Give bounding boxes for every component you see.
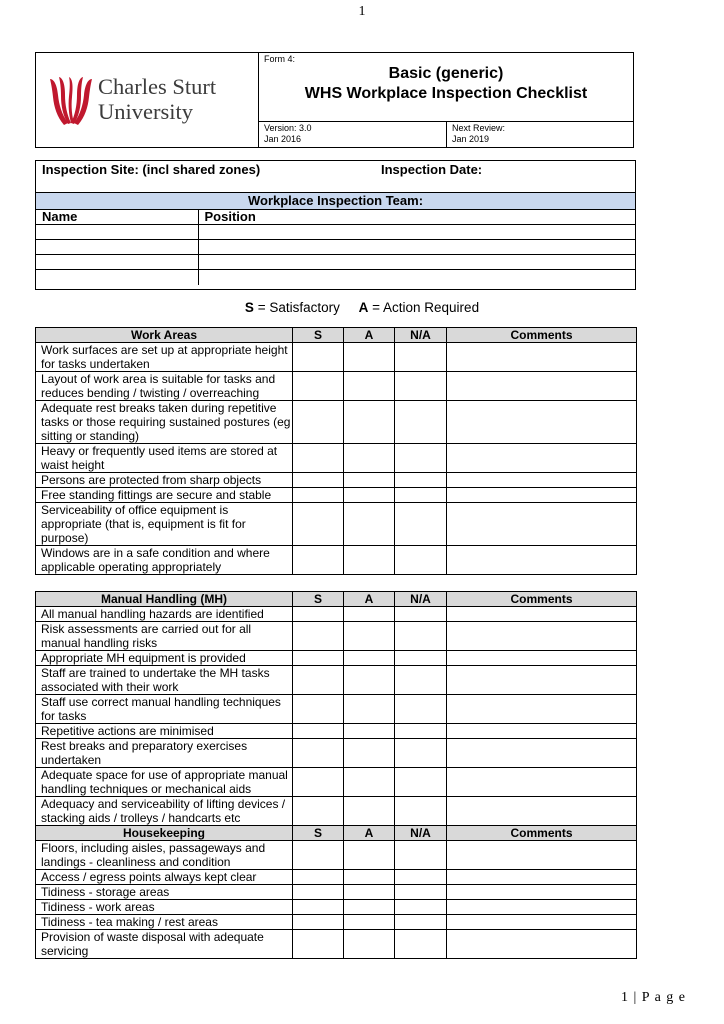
column-na: N/A [395,826,447,841]
na-cell[interactable] [395,768,447,797]
checklist-item: Rest breaks and preparatory exercises undertaken [36,739,293,768]
checklist-item: Persons are protected from sharp objects [36,473,293,488]
comments-cell[interactable] [447,724,637,739]
table-header-row [36,592,637,607]
checklist-item: Appropriate MH equipment is provided [36,651,293,666]
comments-cell[interactable] [447,343,637,372]
a-cell[interactable] [344,739,395,768]
team-position-header: Position [204,209,256,224]
s-cell[interactable] [293,768,344,797]
comments-cell[interactable] [447,666,637,695]
manual-handling-table [35,591,637,959]
comments-cell[interactable] [447,768,637,797]
checklist-item: Windows are in a safe condition and where applicable operating appropriately [36,546,293,575]
checklist-row [36,372,637,401]
checklist-item: Provision of waste disposal with adequate servicing [36,930,293,959]
comments-cell[interactable] [447,885,637,900]
column-a: A [344,328,395,343]
work-areas-table [35,327,637,575]
s-cell[interactable] [293,473,344,488]
header-column-divider [446,121,447,147]
comments-cell[interactable] [447,695,637,724]
na-cell[interactable] [395,607,447,622]
version-info [264,123,312,145]
na-cell[interactable] [395,870,447,885]
s-cell[interactable] [293,401,344,444]
column-comments: Comments [447,592,637,607]
a-cell[interactable] [344,841,395,870]
version-label: Version: 3.0 [264,123,312,133]
checklist-row [36,622,637,651]
a-cell[interactable] [344,444,395,473]
checklist-row [36,444,637,473]
logo-line-2: University [98,99,193,124]
a-cell[interactable] [344,607,395,622]
a-cell[interactable] [344,546,395,575]
checklist-item: Staff use correct manual handling techniques for tasks [36,695,293,724]
column-a: A [344,826,395,841]
checklist-row [36,768,637,797]
comments-cell[interactable] [447,930,637,959]
review-label: Next Review: [452,123,506,133]
a-cell[interactable] [344,797,395,826]
comments-cell[interactable] [447,739,637,768]
s-cell[interactable] [293,343,344,372]
comments-cell[interactable] [447,841,637,870]
title-line-1: Basic (generic) [388,65,504,82]
logo-wordmark [98,74,216,124]
checklist-item: Repetitive actions are minimised [36,724,293,739]
a-cell[interactable] [344,724,395,739]
na-cell[interactable] [395,695,447,724]
legend-a-key: A [358,300,369,315]
page-number-top: 1 [358,4,366,19]
review-date: Jan 2019 [452,134,490,144]
s-cell[interactable] [293,724,344,739]
checklist-row [36,797,637,826]
inspection-team-heading: Workplace Inspection Team: [36,192,635,210]
a-cell[interactable] [344,666,395,695]
comments-cell[interactable] [447,651,637,666]
s-cell[interactable] [293,651,344,666]
column-s: S [293,826,344,841]
column-s: S [293,328,344,343]
checklist-row [36,930,637,959]
inspection-info-box [35,160,636,290]
a-cell[interactable] [344,503,395,546]
na-cell[interactable] [395,503,447,546]
s-cell[interactable] [293,930,344,959]
a-cell[interactable] [344,651,395,666]
checklist-row [36,651,637,666]
na-cell[interactable] [395,915,447,930]
a-cell[interactable] [344,401,395,444]
column-s: S [293,592,344,607]
checklist-row [36,724,637,739]
checklist-row [36,885,637,900]
table-header-row [36,826,637,841]
version-date: Jan 2016 [264,134,302,144]
legend-s-key: S [244,300,254,315]
s-cell[interactable] [293,797,344,826]
a-cell[interactable] [344,915,395,930]
a-cell[interactable] [344,870,395,885]
university-logo-icon [48,75,94,127]
checklist-item: Tidiness - tea making / rest areas [36,915,293,930]
legend-a-text: = Action Required [368,300,480,315]
comments-cell[interactable] [447,488,637,503]
a-cell[interactable] [344,885,395,900]
a-cell[interactable] [344,372,395,401]
comments-cell[interactable] [447,503,637,546]
a-cell[interactable] [344,622,395,651]
checklist-item: Staff are trained to undertake the MH tasks associated with their work [36,666,293,695]
comments-cell[interactable] [447,401,637,444]
checklist-row [36,488,637,503]
checklist-row [36,546,637,575]
s-cell[interactable] [293,488,344,503]
s-cell[interactable] [293,870,344,885]
na-cell[interactable] [395,724,447,739]
title-line-2: WHS Workplace Inspection Checklist [304,85,588,102]
team-position-cell[interactable] [198,255,635,270]
na-cell[interactable] [395,797,447,826]
checklist-item: Tidiness - storage areas [36,885,293,900]
checklist-row [36,343,637,372]
s-cell[interactable] [293,622,344,651]
checklist-item: All manual handling hazards are identified [36,607,293,622]
inspection-date-label: Inspection Date: [381,162,483,177]
na-cell[interactable] [395,372,447,401]
na-cell[interactable] [395,651,447,666]
na-cell[interactable] [395,900,447,915]
comments-cell[interactable] [447,444,637,473]
checklist-row [36,915,637,930]
checklist-row [36,900,637,915]
column-na: N/A [395,592,447,607]
column-comments: Comments [447,826,637,841]
comments-cell[interactable] [447,915,637,930]
comments-cell[interactable] [447,546,637,575]
a-cell[interactable] [344,473,395,488]
s-cell[interactable] [293,841,344,870]
checklist-row [36,607,637,622]
na-cell[interactable] [395,739,447,768]
checklist-item: Tidiness - work areas [36,900,293,915]
na-cell[interactable] [395,930,447,959]
team-name-cell[interactable] [36,240,198,255]
logo-line-1: Charles Sturt [98,74,217,99]
na-cell[interactable] [395,488,447,503]
comments-cell[interactable] [447,607,637,622]
s-cell[interactable] [293,666,344,695]
checklist-item: Adequate rest breaks taken during repetitive tasks or those requiring sustained postures (eg sitting or standing) [36,401,293,444]
form-header [35,52,634,148]
na-cell[interactable] [395,622,447,651]
checklist-row [36,473,637,488]
logo-cell [36,53,259,147]
s-cell[interactable] [293,546,344,575]
a-cell[interactable] [344,488,395,503]
team-name-cell[interactable] [36,255,198,270]
checklist-item: Free standing fittings are secure and stable [36,488,293,503]
form-number: Form 4: [264,54,296,64]
checklist-item: Adequacy and serviceability of lifting devices / stacking aids / trolleys / handcarts etc [36,797,293,826]
table-header-row [36,328,637,343]
na-cell[interactable] [395,444,447,473]
a-cell[interactable] [344,930,395,959]
comments-cell[interactable] [447,900,637,915]
column-comments: Comments [447,328,637,343]
s-cell[interactable] [293,915,344,930]
na-cell[interactable] [395,546,447,575]
s-cell[interactable] [293,503,344,546]
section-title: Housekeeping [36,826,293,841]
s-cell[interactable] [293,885,344,900]
s-cell[interactable] [293,372,344,401]
checklist-row [36,666,637,695]
na-cell[interactable] [395,885,447,900]
team-position-cell[interactable] [198,270,635,285]
legend-s-text: = Satisfactory [253,300,340,315]
comments-cell[interactable] [447,870,637,885]
team-table [36,209,635,285]
comments-cell[interactable] [447,622,637,651]
checklist-row [36,503,637,546]
column-na: N/A [395,328,447,343]
comments-cell[interactable] [447,473,637,488]
comments-cell[interactable] [447,372,637,401]
checklist-row [36,695,637,724]
checklist-item: Floors, including aisles, passageways and landings - cleanliness and condition [36,841,293,870]
na-cell[interactable] [395,343,447,372]
checklist-item: Risk assessments are carried out for all manual handling risks [36,622,293,651]
checklist-item: Layout of work area is suitable for tasks and reduces bending / twisting / overreaching [36,372,293,401]
checklist-row [36,841,637,870]
column-a: A [344,592,395,607]
a-cell[interactable] [344,900,395,915]
checklist-item: Adequate space for use of appropriate manual handling techniques or mechanical aids [36,768,293,797]
s-cell[interactable] [293,739,344,768]
comments-cell[interactable] [447,797,637,826]
a-cell[interactable] [344,695,395,724]
na-cell[interactable] [395,401,447,444]
team-name-header: Name [36,209,198,225]
na-cell[interactable] [395,841,447,870]
checklist-item: Heavy or frequently used items are stored at waist height [36,444,293,473]
team-name-cell[interactable] [36,270,198,285]
a-cell[interactable] [344,343,395,372]
checklist-item: Serviceability of office equipment is appropriate (that is, equipment is fit for purpose) [36,503,293,546]
na-cell[interactable] [395,473,447,488]
review-info [452,123,505,145]
s-cell[interactable] [293,900,344,915]
na-cell[interactable] [395,666,447,695]
section-title: Work Areas [36,328,293,343]
team-position-cell[interactable] [198,240,635,255]
section-title: Manual Handling (MH) [36,592,293,607]
s-cell[interactable] [293,444,344,473]
s-cell[interactable] [293,607,344,622]
checklist-row [36,739,637,768]
rating-legend [0,300,724,315]
checklist-item: Work surfaces are set up at appropriate height for tasks undertaken [36,343,293,372]
page-footer: 1 | P a g e [621,990,686,1005]
team-position-cell[interactable] [198,225,635,240]
checklist-row [36,401,637,444]
a-cell[interactable] [344,768,395,797]
checklist-item: Access / egress points always kept clear [36,870,293,885]
inspection-site-label: Inspection Site: (incl shared zones) [42,162,261,177]
checklist-row [36,870,637,885]
s-cell[interactable] [293,695,344,724]
team-name-cell[interactable] [36,225,198,240]
